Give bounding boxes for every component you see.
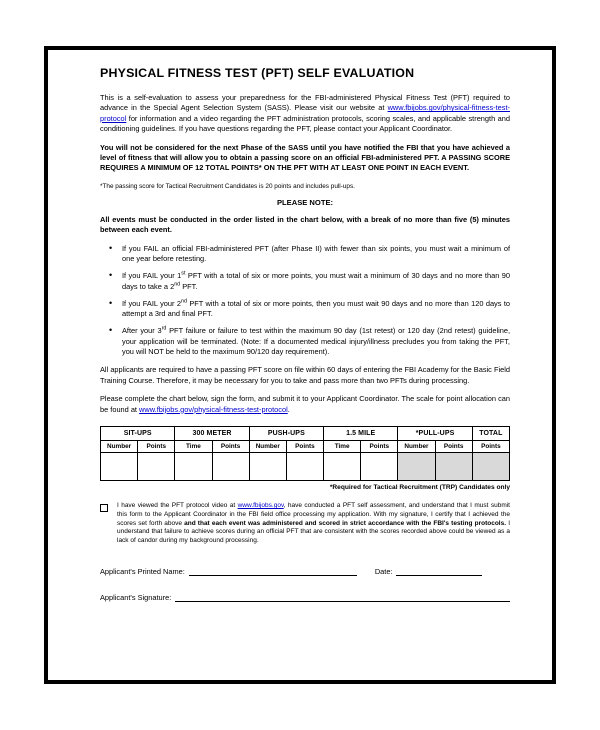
printed-name-label: Applicant's Printed Name:: [100, 566, 185, 576]
protocol-link-2[interactable]: www.fbijobs.gov/physical-fitness-test-protocol: [139, 404, 288, 414]
subcol-header-4: Number: [249, 440, 286, 452]
retest-rules-list: [100, 244, 510, 358]
date-label: Date:: [374, 566, 393, 576]
cell-sit-ups-points[interactable]: [138, 452, 175, 480]
list-item: [120, 271, 510, 292]
passing-score-footnote: *The passing score for Tactical Recruitment Candidates is 20 points and includes pull-ups.: [100, 182, 355, 190]
event-order-note: All events must be conducted in the order listed in the chart below, with a break of no more than five (5) minutes between each event.: [100, 214, 510, 235]
signature-label: Applicant's Signature:: [100, 592, 172, 602]
cell-sit-ups-number[interactable]: [101, 452, 138, 480]
consent-block: [100, 502, 510, 546]
col-header-300-meter: 300 METER: [175, 426, 249, 440]
complete-chart-paragraph: [100, 394, 510, 415]
list-item: [120, 244, 510, 265]
col-header-sit-ups: SIT-UPS: [101, 426, 175, 440]
printed-name-field[interactable]: [189, 566, 357, 576]
protocol-link-1[interactable]: www.fbijobs.gov/physical-fitness-test-protocol: [100, 103, 510, 123]
table-header-minor: [101, 440, 510, 452]
bullet-3-seg-0: After your 3: [122, 326, 162, 336]
bullet-1-seg-0: If you FAIL your 1: [122, 271, 182, 281]
printed-name-row: [100, 566, 510, 576]
subcol-header-7: Points: [361, 440, 398, 452]
bullet-2-seg-2: PFT with a total of six or more points, then you must wait 90 days and no more than 120 days to attempt a 3rd and final PFT.: [122, 298, 510, 319]
col-header-pull-ups: *PULL-UPS: [398, 426, 472, 440]
subcol-header-5: Points: [286, 440, 323, 452]
date-field[interactable]: [396, 566, 482, 576]
subcol-header-3: Points: [212, 440, 249, 452]
score-table: [100, 426, 510, 481]
intro-paragraph: [100, 93, 510, 135]
form-sheet: [44, 46, 556, 684]
score-chart: [100, 426, 510, 491]
page-title: PHYSICAL FITNESS TEST (PFT) SELF EVALUATION: [100, 66, 415, 80]
cell-1-5-mile-points[interactable]: [361, 452, 398, 480]
subcol-header-2: Time: [175, 440, 212, 452]
signature-block: [100, 566, 510, 602]
list-item: [120, 326, 510, 357]
col-header-push-ups: PUSH-UPS: [249, 426, 323, 440]
fbijobs-link[interactable]: www.fbijobs.gov: [237, 501, 284, 509]
warning-paragraph: You will not be considered for the next Phase of the SASS until you have notified the FBI that you have achieved a level of fitness that will allow you to obtain a passing score on an official FBI-administered PFT. A PASSING SCORE REQUIRES A MINIMUM OF 12 TOTAL POINTS* ON THE PFT WITH AT LEAST ONE POINT IN EACH EVENT.: [100, 142, 510, 173]
subcol-header-9: Points: [435, 440, 472, 452]
cell-pull-ups-number[interactable]: [398, 452, 435, 480]
consent-part2: , have conducted a PFT self assessment, and understand that I must submit this form to the Applicant Coordinator in the FBI field office processing my application. With my signature, I certify that I achieved the scores set forth above: [117, 501, 510, 527]
bullet-1-seg-2: PFT with a total of six or more points, you must wait a minimum of 30 days and no more than 90 days to take a 2: [122, 271, 510, 291]
cell-push-ups-number[interactable]: [249, 452, 286, 480]
cell-push-ups-points[interactable]: [286, 452, 323, 480]
table-header-major: [101, 426, 510, 440]
cell-300-meter-time[interactable]: [175, 452, 212, 480]
please-note-heading: PLEASE NOTE:: [276, 197, 334, 207]
subcol-header-8: Number: [398, 440, 435, 452]
table-row: [101, 452, 510, 480]
consent-text: [117, 502, 510, 546]
bullet-1-seg-1: st: [181, 270, 186, 277]
cell-1-5-mile-time[interactable]: [324, 452, 361, 480]
consent-part3: I understand that failure to achieve scores during an official PFT that are consistent with the scores recorded above could be viewed as a lack of candor during my background processing.: [117, 519, 510, 545]
subcol-header-6: Time: [324, 440, 361, 452]
bullet-3-seg-1: rd: [161, 325, 167, 332]
consent-bold: and that each event was administered and scored in strict accordance with the FBI's testing protocols.: [184, 519, 507, 527]
subcol-header-0: Number: [101, 440, 138, 452]
col-header-1-5-mile: 1.5 MILE: [324, 426, 398, 440]
consent-checkbox[interactable]: [100, 504, 108, 512]
bullet-1-seg-4: PFT.: [180, 281, 198, 291]
bullet-2-seg-0: If you FAIL your 2: [122, 298, 181, 308]
bullet-0-seg-0: If you FAIL an official FBI-administered PFT (after Phase II) with fewer than six points, you must wait a minimum of one year before retesting.: [122, 243, 510, 263]
bullet-2-seg-1: nd: [180, 298, 187, 305]
form-content: [100, 66, 510, 618]
signature-row: [100, 592, 510, 602]
table-footnote: *Required for Tactical Recruitment (TRP) Candidates only: [329, 483, 510, 491]
subcol-header-10: Points: [472, 440, 509, 452]
cell-total-points[interactable]: [472, 452, 509, 480]
intro-part1: This is a self-evaluation to assess your preparedness for the FBI-administered Physical Fitness Test (PFT) required to advance in the Special Agent Selection System (SASS). Please visit our website at: [100, 93, 510, 113]
bullet-3-seg-2: PFT failure or failure to test within the maximum 90 day (1st retest) or 120 day (2nd retest) guideline, your application will be terminated. (Note: If a documented medical injury/illness precludes you from taking the PFT, you will NOT be held to the maximum 90/120 day requirement).: [122, 326, 511, 357]
complete-part2: .: [287, 404, 290, 414]
subcol-header-1: Points: [138, 440, 175, 452]
consent-part1: I have viewed the PFT protocol video at: [117, 501, 238, 509]
cell-pull-ups-points[interactable]: [435, 452, 472, 480]
signature-field[interactable]: [175, 592, 510, 602]
applicants-paragraph: All applicants are required to have a passing PFT score on file within 60 days of entering the FBI Academy for the Basic Field Training Course. Therefore, it may be necessary for you to take and pass more than two PFTs during processing.: [100, 365, 510, 385]
cell-300-meter-points[interactable]: [212, 452, 249, 480]
complete-part1: Please complete the chart below, sign the form, and submit it to your Applicant Coordinator. The scale for point allocation can be found at: [100, 394, 510, 414]
bullet-1-seg-3: nd: [174, 281, 181, 288]
intro-part2: for information and a video regarding the PFT administration protocols, scoring scales, and applicable strength and conditioning guidelines. If you have questions regarding the PFT, please contact your Applicant Coordinator.: [100, 113, 510, 134]
col-header-total: TOTAL: [472, 426, 509, 440]
list-item: [120, 299, 510, 320]
